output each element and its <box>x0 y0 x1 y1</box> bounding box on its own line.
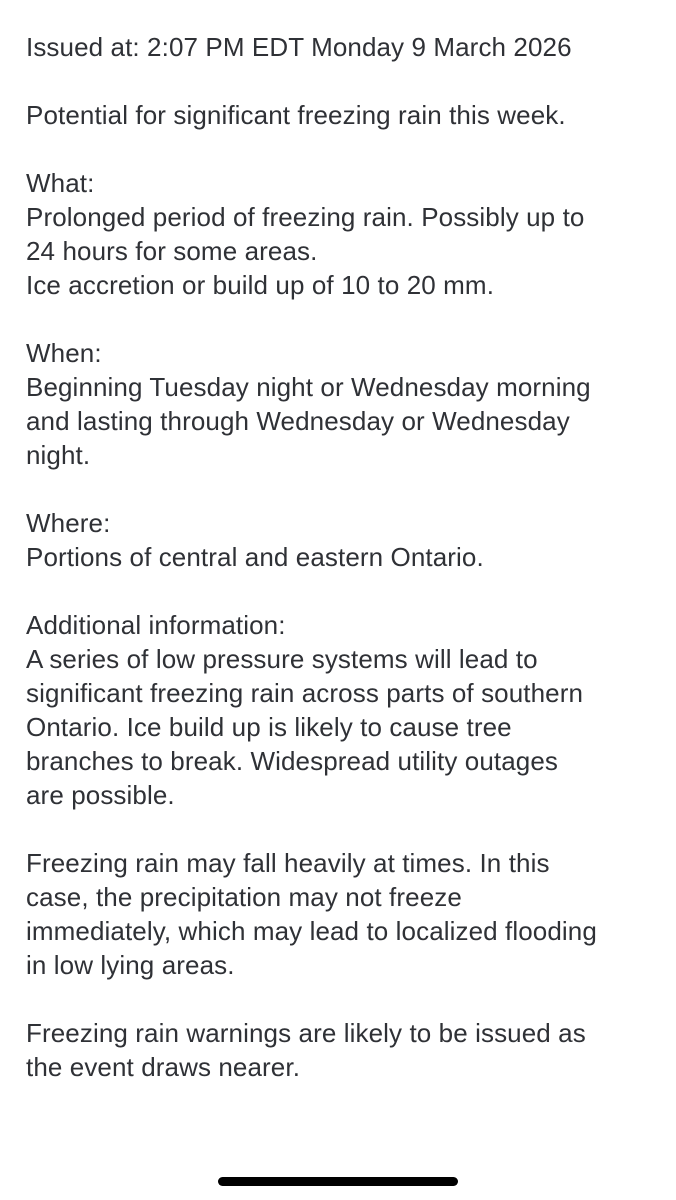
issued-paragraph <box>26 30 666 64</box>
what-section <box>26 166 666 302</box>
flooding-line: Freezing rain may fall heavily at times. In this <box>26 848 550 878</box>
where-section <box>26 506 666 574</box>
warnings-line: Freezing rain warnings are likely to be issued as <box>26 1018 586 1048</box>
headline-paragraph <box>26 98 666 132</box>
additional-info-line: Ontario. Ice build up is likely to cause tree <box>26 712 512 742</box>
what-line: Prolonged period of freezing rain. Possibly up to <box>26 202 585 232</box>
additional-info-heading: Additional information: <box>26 610 286 640</box>
where-heading: Where: <box>26 508 111 538</box>
alert-body <box>26 30 666 1118</box>
warnings-paragraph <box>26 1016 666 1084</box>
what-line: 24 hours for some areas. <box>26 236 318 266</box>
what-heading: What: <box>26 168 95 198</box>
bottom-safe-area <box>0 1118 676 1200</box>
alert-headline: Potential for significant freezing rain this week. <box>26 100 566 130</box>
when-line: night. <box>26 440 91 470</box>
flooding-line: immediately, which may lead to localized flooding <box>26 916 597 946</box>
additional-info-line: significant freezing rain across parts of southern <box>26 678 584 708</box>
when-line: Beginning Tuesday night or Wednesday morning <box>26 372 591 402</box>
additional-info-line: A series of low pressure systems will lead to <box>26 644 538 674</box>
home-indicator[interactable] <box>218 1177 458 1186</box>
flooding-line: case, the precipitation may not freeze <box>26 882 462 912</box>
flooding-paragraph <box>26 846 666 982</box>
warnings-line: the event draws nearer. <box>26 1052 301 1082</box>
issued-timestamp: Issued at: 2:07 PM EDT Monday 9 March 2026 <box>26 32 572 62</box>
when-line: and lasting through Wednesday or Wednesday <box>26 406 570 436</box>
flooding-line: in low lying areas. <box>26 950 235 980</box>
additional-info-section <box>26 608 666 812</box>
additional-info-line: branches to break. Widespread utility outages <box>26 746 559 776</box>
where-line: Portions of central and eastern Ontario. <box>26 542 484 572</box>
additional-info-line: are possible. <box>26 780 175 810</box>
when-heading: When: <box>26 338 102 368</box>
when-section <box>26 336 666 472</box>
what-line: Ice accretion or build up of 10 to 20 mm. <box>26 270 495 300</box>
